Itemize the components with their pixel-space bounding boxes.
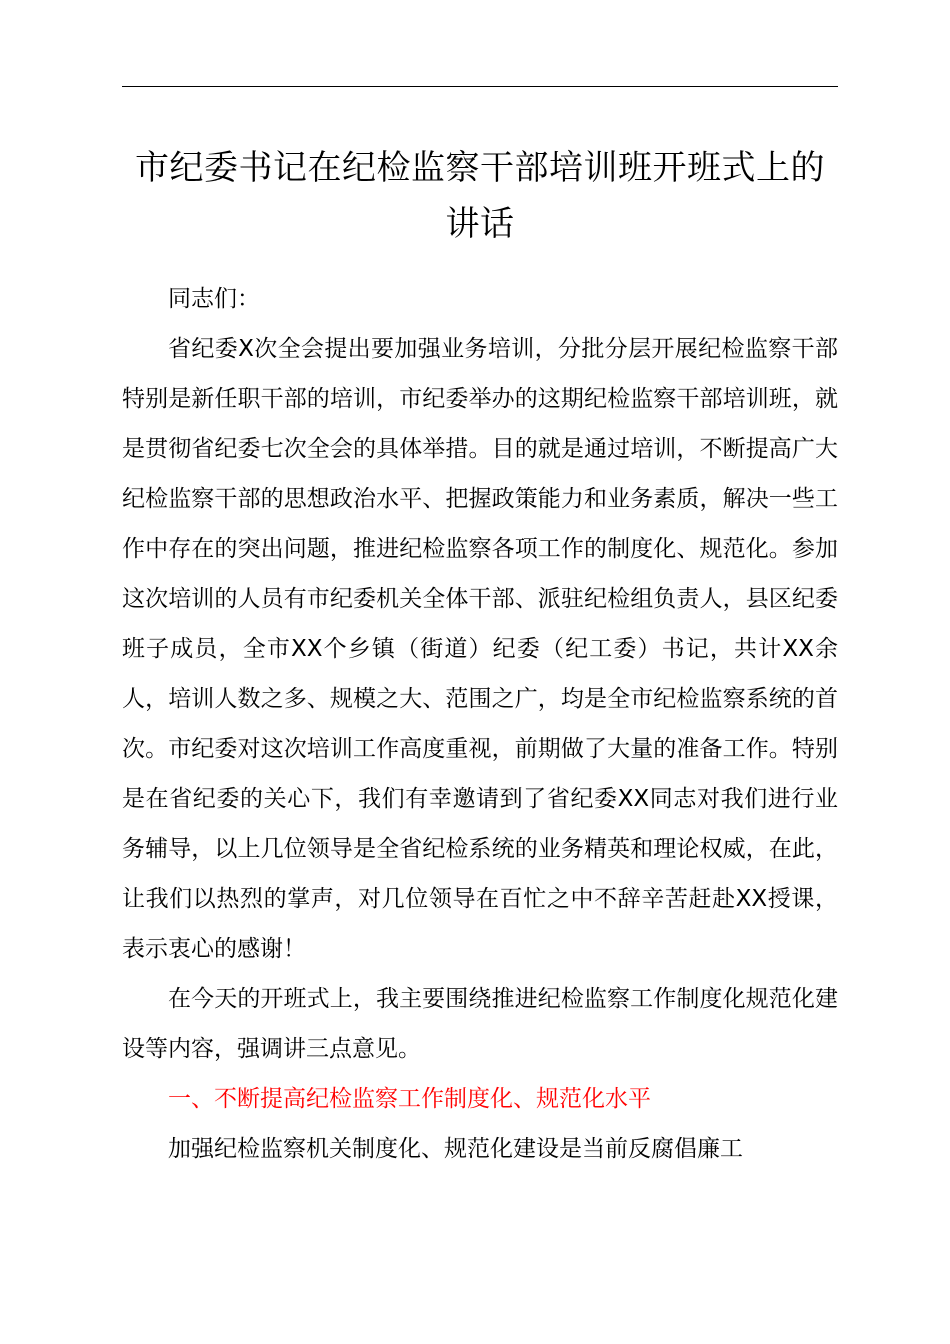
document-title: 市纪委书记在纪检监察干部培训班开班式上的讲话	[135, 148, 825, 244]
greeting: 同志们：	[168, 286, 260, 312]
section-heading: 一、不断提高纪检监察工作制度化、规范化水平	[168, 1086, 651, 1112]
paragraph-section-one: 加强纪检监察机关制度化、规范化建设是当前反腐倡廉工	[168, 1136, 743, 1162]
paragraph-intro: 省纪委X次全会提出要加强业务培训，分批分层开展纪检监察干部特别是新任职干部的培训，市纪委举办的这期纪检监察干部培训班，就是贯彻省纪委七次全会的具体举措。目的就是通过培训，不断提高广大纪检监察干部的思想政治水平、把握政策能力和业务素质，解决一些工作中存在的突出问题，推进纪检监察各项工作的制度化、规范化。参加这次培训的人员有市纪委机关全体干部、派驻纪检组负责人，县区纪委班子成员，全市XX个乡镇（街道）纪委（纪工委）书记，共计XX余人，培训人数之多、规模之大、范围之广，均是全市纪检监察系统的首次。市纪委对这次培训工作高度重视，前期做了大量的准备工作。特别是在省纪委的关心下，我们有幸邀请到了省纪委XX同志对我们进行业务辅导，以上几位领导是全省纪检系统的业务精英和理论权威，在此，让我们以热烈的掌声，对几位领导在百忙之中不辞辛苦赶赴XX授课，表示衷心的感谢！	[122, 336, 838, 962]
top-rule	[122, 86, 838, 87]
document-body	[122, 140, 838, 1174]
paragraph-outline: 在今天的开班式上，我主要围绕推进纪检监察工作制度化规范化建设等内容，强调讲三点意见。	[122, 986, 838, 1062]
